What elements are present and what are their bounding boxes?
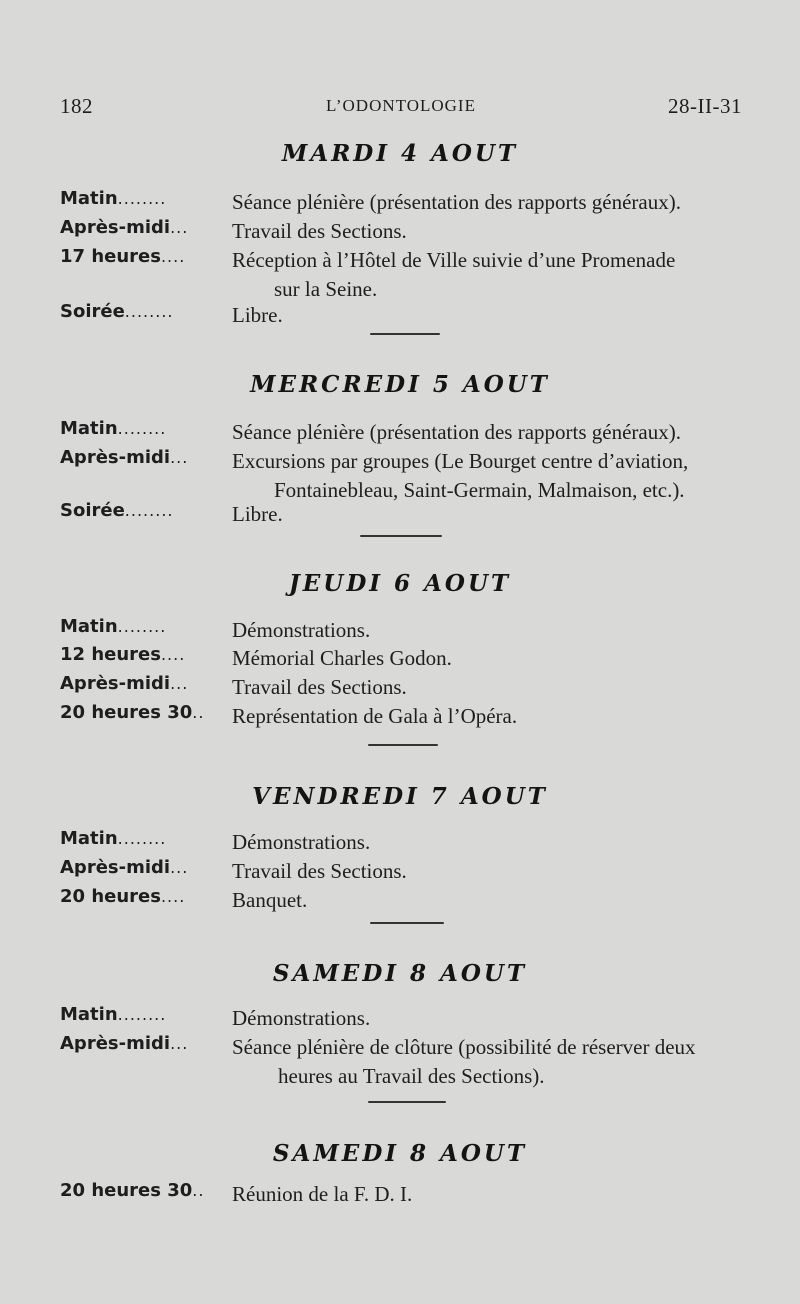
time-label: Soirée........ bbox=[60, 301, 174, 322]
time-label: Matin........ bbox=[60, 188, 167, 209]
time-label: Après-midi... bbox=[60, 1033, 189, 1054]
event-description: Travail des Sections. bbox=[232, 675, 407, 699]
running-header bbox=[60, 94, 742, 124]
day-title-mercredi: MERCREDI 5 AOUT bbox=[250, 371, 550, 398]
day-title-vendredi: VENDREDI 7 AOUT bbox=[252, 783, 548, 810]
day-title-samedi: SAMEDI 8 AOUT bbox=[272, 960, 528, 987]
event-description: Banquet. bbox=[232, 888, 308, 912]
schedule-row bbox=[60, 418, 760, 448]
page-number: 182 bbox=[60, 94, 93, 118]
journal-title: L’ODONTOLOGIE bbox=[326, 96, 476, 115]
event-description: Excursions par groupes (Le Bourget centre d’aviation, Fontainebleau, Saint-Germain, Malmaison, etc.). bbox=[232, 449, 689, 502]
event-description: Démonstrations. bbox=[232, 1006, 371, 1030]
schedule-row bbox=[60, 217, 760, 247]
schedule-row bbox=[60, 886, 760, 916]
issue-date: 28-II-31 bbox=[668, 94, 742, 118]
schedule-row bbox=[60, 1004, 760, 1034]
time-label: Après-midi... bbox=[60, 857, 189, 878]
day-title-mardi: MARDI 4 AOUT bbox=[281, 140, 519, 167]
time-label: Après-midi... bbox=[60, 217, 189, 238]
time-label: 12 heures.... bbox=[60, 644, 186, 665]
event-description: Travail des Sections. bbox=[232, 859, 407, 883]
time-label: Soirée........ bbox=[60, 500, 174, 521]
section-divider bbox=[360, 535, 442, 537]
time-label: Matin........ bbox=[60, 1004, 167, 1025]
event-description: Représentation de Gala à l’Opéra. bbox=[232, 704, 518, 728]
event-description: Séance plénière (présentation des rapports généraux). bbox=[232, 190, 681, 214]
schedule-row bbox=[60, 616, 760, 646]
time-label: Matin........ bbox=[60, 616, 167, 637]
schedule-row bbox=[60, 644, 760, 674]
section-divider bbox=[368, 744, 438, 746]
event-description: Travail des Sections. bbox=[232, 219, 407, 243]
time-label: Après-midi... bbox=[60, 673, 189, 694]
section-divider bbox=[370, 922, 444, 924]
schedule-row bbox=[60, 857, 760, 887]
time-label: Matin........ bbox=[60, 828, 167, 849]
event-description: Libre. bbox=[232, 303, 283, 327]
section-divider bbox=[368, 1101, 446, 1103]
schedule-row bbox=[60, 702, 760, 732]
schedule-row bbox=[60, 828, 760, 858]
event-description: Séance plénière de clôture (possibilité de réserver deux heures au Travail des Sections). bbox=[232, 1035, 696, 1088]
event-description: Libre. bbox=[232, 502, 283, 526]
event-description: Démonstrations. bbox=[232, 618, 371, 642]
time-label: 20 heures.... bbox=[60, 886, 186, 907]
schedule-row bbox=[60, 301, 760, 331]
schedule-row bbox=[60, 673, 760, 703]
section-divider bbox=[370, 333, 440, 335]
event-description: Démonstrations. bbox=[232, 830, 371, 854]
event-description: Mémorial Charles Godon. bbox=[232, 646, 452, 670]
schedule-row bbox=[60, 1033, 760, 1088]
time-label: Matin........ bbox=[60, 418, 167, 439]
time-label: Après-midi... bbox=[60, 447, 189, 468]
schedule-row bbox=[60, 447, 760, 502]
time-label: 20 heures 30.. bbox=[60, 1180, 205, 1201]
day-title-samedi-soir: SAMEDI 8 AOUT bbox=[272, 1140, 528, 1167]
day-title-jeudi: JEUDI 6 AOUT bbox=[288, 570, 512, 597]
time-label: 20 heures 30.. bbox=[60, 702, 205, 723]
schedule-row bbox=[60, 500, 760, 530]
event-description: Séance plénière (présentation des rapports généraux). bbox=[232, 420, 681, 444]
schedule-row bbox=[60, 1180, 760, 1210]
schedule-row bbox=[60, 246, 760, 301]
event-description: Réunion de la F. D. I. bbox=[232, 1182, 413, 1206]
schedule-row bbox=[60, 188, 760, 218]
event-description: Réception à l’Hôtel de Ville suivie d’une Promenade sur la Seine. bbox=[232, 248, 676, 301]
time-label: 17 heures.... bbox=[60, 246, 186, 267]
